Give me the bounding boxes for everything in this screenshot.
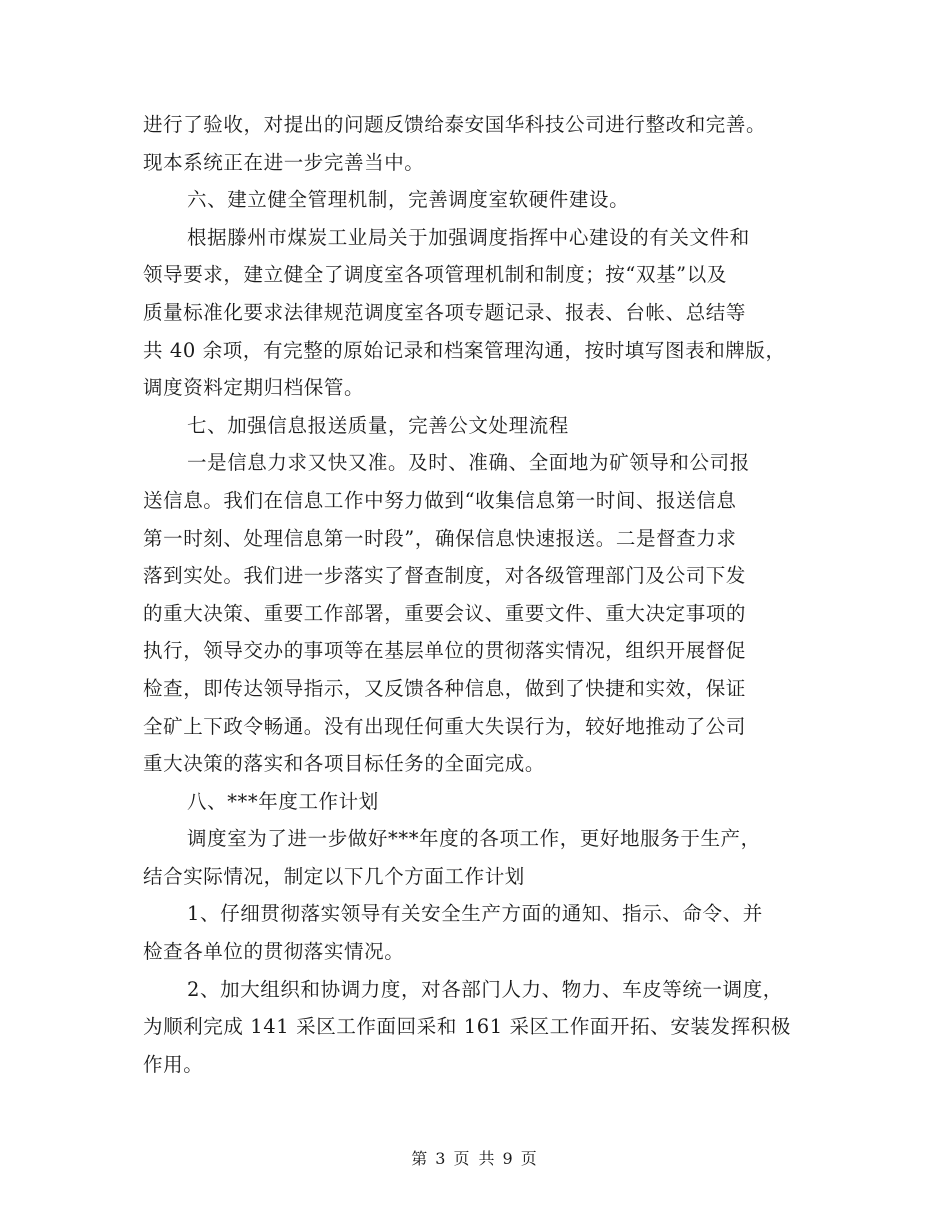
body-line-6: 质量标准化要求法律规范调度室各项专题记录、报表、台帐、总结等 xyxy=(143,300,747,324)
body-line-26: 作用。 xyxy=(143,1052,204,1076)
footer-middle: 页 共 xyxy=(453,1149,497,1168)
body-line-2: 现本系统正在进一步完善当中。 xyxy=(143,150,425,174)
current-page-number: 3 xyxy=(435,1149,448,1168)
footer-suffix: 页 xyxy=(520,1149,539,1168)
body-line-25: 为顺利完成 141 采区工作面回采和 161 采区工作面开拓、安装发挥积极 xyxy=(143,1015,791,1039)
section-heading-7: 七、加强信息报送质量，完善公文处理流程 xyxy=(187,413,569,437)
body-line-11: 送信息。我们在信息工作中努力做到“收集信息第一时间、报送信息 xyxy=(143,488,737,512)
body-line-1: 进行了验收，对提出的问题反馈给泰安国华科技公司进行整改和完善。 xyxy=(143,113,767,136)
body-line-10: 一是信息力求又快又准。及时、准确、全面地为矿领导和公司报 xyxy=(187,451,750,475)
page-footer xyxy=(0,1146,950,1169)
body-line-13: 落到实处。我们进一步落实了督查制度，对各级管理部门及公司下发 xyxy=(143,564,747,588)
body-line-16: 检查，即传达领导指示，又反馈各种信息，做到了快捷和实效，保证 xyxy=(143,676,747,700)
section-heading-6: 六、建立健全管理机制，完善调度室软硬件建设。 xyxy=(187,188,630,212)
body-line-21: 结合实际情况，制定以下几个方面工作计划 xyxy=(143,864,525,888)
body-line-8: 调度资料定期归档保管。 xyxy=(143,376,365,400)
body-line-4: 根据滕州市煤炭工业局关于加强调度指挥中心建设的有关文件和 xyxy=(187,225,750,249)
body-line-20: 调度室为了进一步做好***年度的各项工作，更好地服务于生产， xyxy=(187,827,761,851)
body-line-15: 执行，领导交办的事项等在基层单位的贯彻落实情况，组织开展督促 xyxy=(143,639,747,663)
body-line-7: 共 40 余项，有完整的原始记录和档案管理沟通，按时填写图表和牌版， xyxy=(143,338,786,362)
body-line-23: 检查各单位的贯彻落实情况。 xyxy=(143,940,405,964)
plan-item-1: 1、仔细贯彻落实领导有关安全生产方面的通知、指示、命令、并 xyxy=(187,902,763,926)
body-line-5: 领导要求，建立健全了调度室各项管理机制和制度；按“双基”以及 xyxy=(143,263,727,287)
total-page-count: 9 xyxy=(502,1149,515,1168)
body-line-12: 第一时刻、处理信息第一时段”，确保信息快速报送。二是督查力求 xyxy=(143,526,737,550)
body-line-17: 全矿上下政令畅通。没有出现任何重大失误行为，较好地推动了公司 xyxy=(143,714,747,738)
footer-prefix: 第 xyxy=(411,1149,430,1168)
plan-item-2: 2、加大组织和协调力度，对各部门人力、物力、车皮等统一调度， xyxy=(187,977,783,1001)
body-line-14: 的重大决策、重要工作部署，重要会议、重要文件、重大决定事项的 xyxy=(143,601,747,625)
section-heading-8: 八、***年度工作计划 xyxy=(187,789,379,813)
body-line-18: 重大决策的落实和各项目标任务的全面完成。 xyxy=(143,752,546,776)
document-body xyxy=(143,106,813,1083)
